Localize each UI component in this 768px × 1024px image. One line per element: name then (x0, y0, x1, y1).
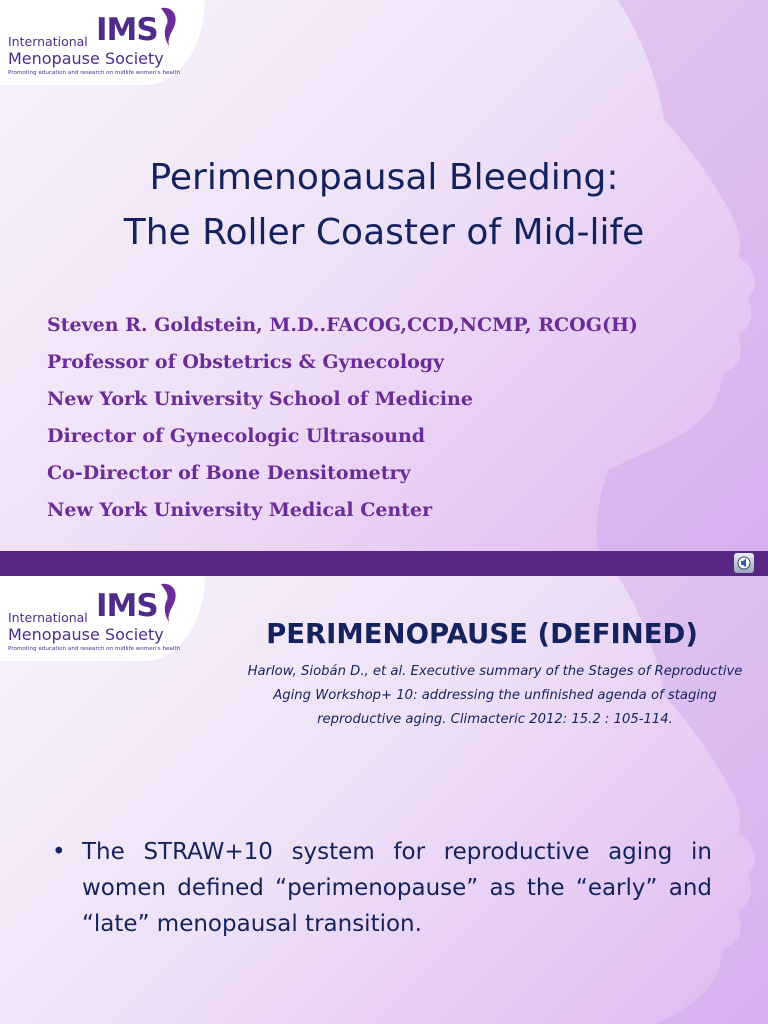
slide-1-title-line-2: The Roller Coaster of Mid-life (123, 212, 645, 253)
citation-line-3: reproductive aging. Climacteric 2012: 15.2 : 105-114. (317, 712, 673, 727)
bullet-symbol: • (52, 839, 66, 865)
author-title-director-ultrasound: Director of Gynecologic Ultrasound (47, 425, 426, 447)
author-credentials (47, 307, 638, 529)
logo-line-menopause-society: Menopause Society (8, 49, 164, 68)
author-title-codirector-bone: Co-Director of Bone Densitometry (47, 462, 411, 484)
logo-band (0, 576, 205, 661)
speaker-icon[interactable] (734, 553, 754, 573)
speaker-glyph-icon (734, 553, 754, 573)
bullet-point (52, 834, 712, 942)
logo-acronym: IMS (96, 588, 158, 624)
logo-tagline: Promoting education and research on midlife women's health (8, 70, 181, 76)
logo-line-international: International (8, 34, 88, 49)
logo-line-menopause-society: Menopause Society (8, 625, 164, 644)
slide-2 (0, 576, 768, 1024)
slide-1-title (0, 150, 768, 260)
citation-line-2: Aging Workshop+ 10: addressing the unfinished agenda of staging (273, 688, 717, 703)
slide-2-title: PERIMENOPAUSE (DEFINED) (266, 618, 698, 650)
ims-figure-icon (151, 580, 181, 630)
author-title-professor: Professor of Obstetrics & Gynecology (47, 351, 445, 373)
logo-band (0, 0, 205, 85)
author-affiliation-medical-center: New York University Medical Center (47, 499, 433, 521)
logo-line-international: International (8, 610, 88, 625)
citation (232, 660, 758, 732)
author-name: Steven R. Goldstein, M.D..FACOG,CCD,NCMP, RCOG(H) (47, 314, 638, 336)
slide-1-title-line-1: Perimenopausal Bleeding: (149, 157, 619, 198)
slide-1-bottom-bar (0, 551, 768, 576)
author-affiliation-school: New York University School of Medicine (47, 388, 473, 410)
bullet-text: The STRAW+10 system for reproductive aging in women defined “perimenopause” as the “early” and “late” menopausal transition. (82, 839, 712, 937)
logo-acronym: IMS (96, 12, 158, 48)
citation-line-1: Harlow, Siobán D., et al. Executive summary of the Stages of Reproductive (247, 664, 743, 679)
ims-figure-icon (151, 4, 181, 54)
logo-tagline: Promoting education and research on midlife women's health (8, 646, 181, 652)
